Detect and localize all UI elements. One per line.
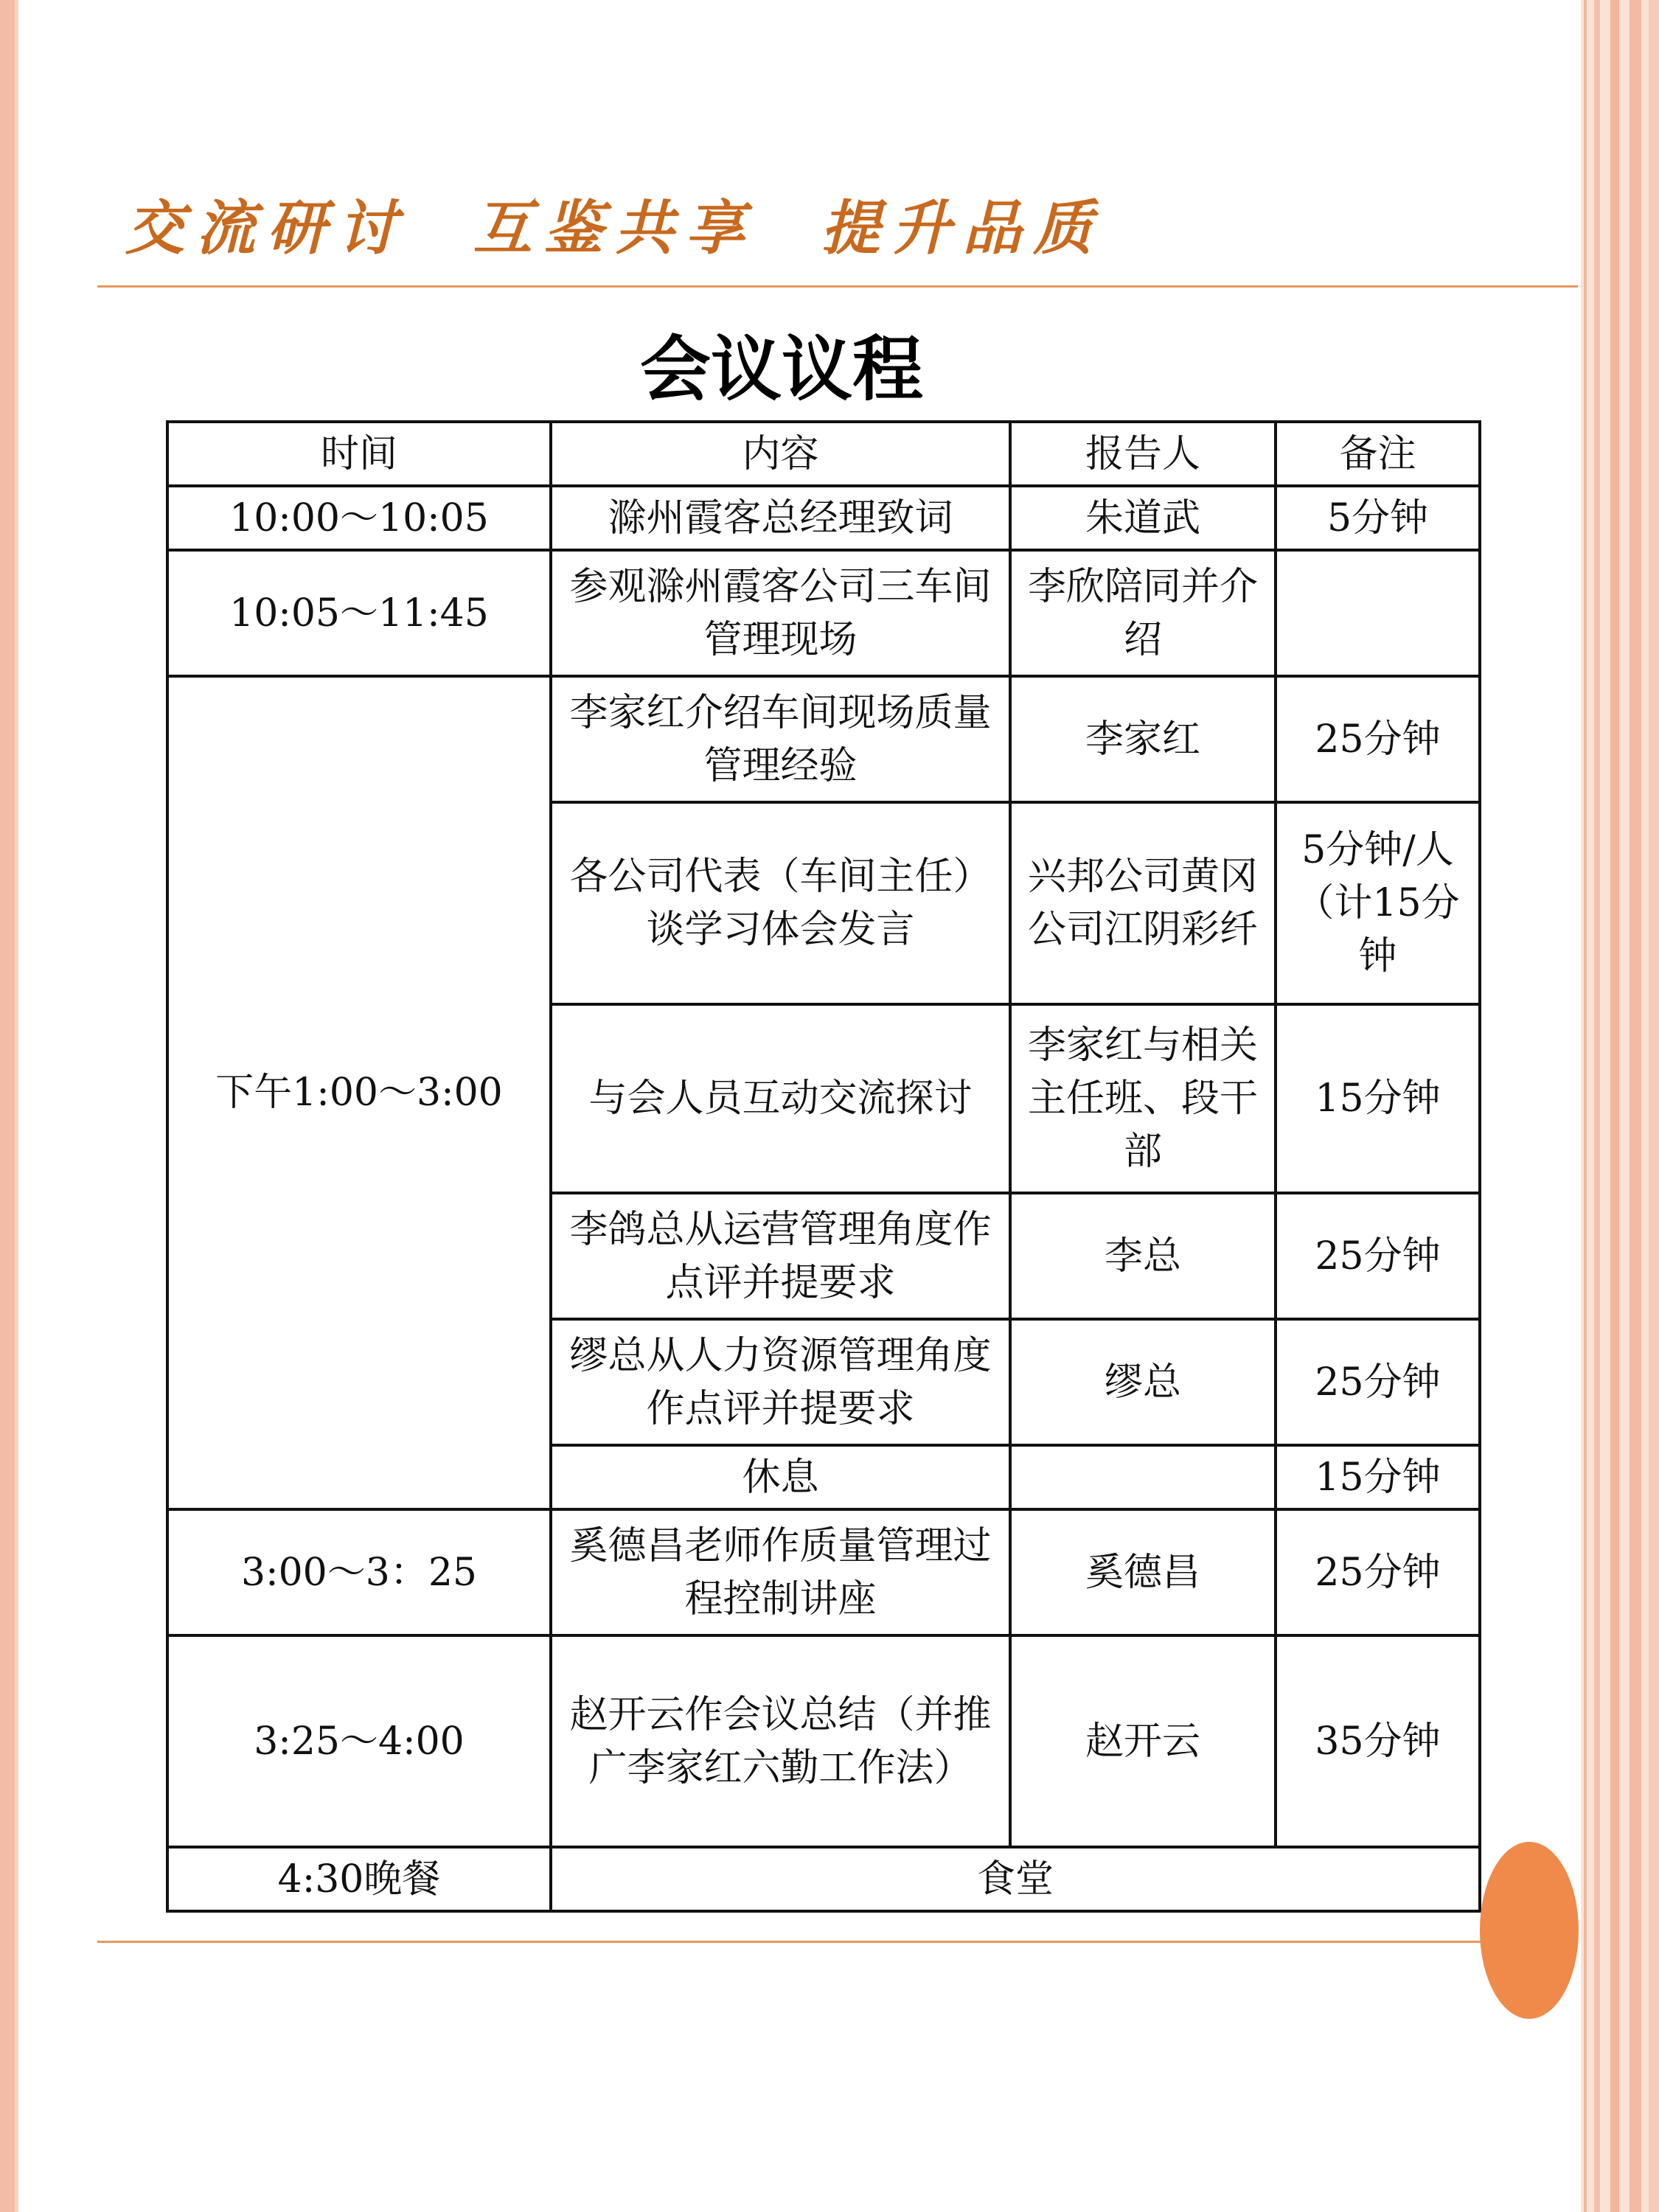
- header-time: 时间: [167, 422, 551, 486]
- table-row: [167, 486, 1480, 550]
- cell-speaker: 李总: [1010, 1193, 1276, 1319]
- cell-content: 奚德昌老师作质量管理过程控制讲座: [551, 1509, 1010, 1635]
- cell-note: 5分钟: [1276, 486, 1480, 550]
- table-row: [167, 1847, 1480, 1911]
- cell-time: 3:00～3：25: [167, 1509, 551, 1635]
- right-stripe: [1594, 0, 1600, 2212]
- cell-content: 李家红介绍车间现场质量管理经验: [551, 676, 1010, 802]
- top-divider: [97, 285, 1578, 288]
- cell-content: 赵开云作会议总结（并推广李家红六勤工作法）: [551, 1635, 1010, 1847]
- cell-speaker: 李家红与相关主任班、段干部: [1010, 1004, 1276, 1193]
- cell-speaker: [1010, 1445, 1276, 1509]
- slogan-heading: 交流研讨 互鉴共享 提升品质: [125, 193, 1105, 262]
- cell-note: 15分钟: [1276, 1004, 1480, 1193]
- right-stripe: [1584, 0, 1587, 2212]
- cell-content: 与会人员互动交流探讨: [551, 1004, 1010, 1193]
- page-title: 会议议程: [640, 328, 923, 411]
- header-speaker: 报告人: [1010, 422, 1276, 486]
- cell-note: 25分钟: [1276, 1509, 1480, 1635]
- cell-note: 5分钟/人（计15分钟: [1276, 802, 1480, 1004]
- cell-speaker: 李欣陪同并介绍: [1010, 550, 1276, 676]
- cell-speaker: 兴邦公司黄冈公司江阴彩纤: [1010, 802, 1276, 1004]
- table-row: [167, 676, 1480, 802]
- cell-speaker: 赵开云: [1010, 1635, 1276, 1847]
- cell-time: 3:25～4:00: [167, 1635, 551, 1847]
- cell-note: 25分钟: [1276, 676, 1480, 802]
- table-row: [167, 1509, 1480, 1635]
- table-row: [167, 1635, 1480, 1847]
- cell-content: 食堂: [551, 1847, 1480, 1911]
- cell-content: 参观滁州霞客公司三车间管理现场: [551, 550, 1010, 676]
- cell-time: 10:00～10:05: [167, 486, 551, 550]
- cell-content: 各公司代表（车间主任）谈学习体会发言: [551, 802, 1010, 1004]
- decorative-circle: [1480, 1842, 1579, 2019]
- cell-time: 4:30晚餐: [167, 1847, 551, 1911]
- cell-note: 35分钟: [1276, 1635, 1480, 1847]
- cell-speaker: 李家红: [1010, 676, 1276, 802]
- header-note: 备注: [1276, 422, 1480, 486]
- cell-speaker: 朱道武: [1010, 486, 1276, 550]
- header-content: 内容: [551, 422, 1010, 486]
- agenda-table: [166, 420, 1481, 1913]
- cell-note: 25分钟: [1276, 1319, 1480, 1445]
- table-row: [167, 550, 1480, 676]
- right-border: [1581, 0, 1659, 2212]
- cell-note: 15分钟: [1276, 1445, 1480, 1509]
- right-stripe: [1610, 0, 1619, 2212]
- cell-content: 缪总从人力资源管理角度作点评并提要求: [551, 1319, 1010, 1445]
- cell-content: 李鸽总从运营管理角度作点评并提要求: [551, 1193, 1010, 1319]
- right-stripe: [1649, 0, 1659, 2212]
- right-stripe: [1630, 0, 1641, 2212]
- cell-time: 10:05～11:45: [167, 550, 551, 676]
- table-header-row: [167, 422, 1480, 486]
- cell-speaker: 奚德昌: [1010, 1509, 1276, 1635]
- cell-note: [1276, 550, 1480, 676]
- bottom-divider: [97, 1941, 1491, 1943]
- cell-speaker: 缪总: [1010, 1319, 1276, 1445]
- cell-note: 25分钟: [1276, 1193, 1480, 1319]
- cell-content: 滁州霞客总经理致词: [551, 486, 1010, 550]
- cell-content: 休息: [551, 1445, 1010, 1509]
- cell-time-afternoon: 下午1:00～3:00: [167, 676, 551, 1509]
